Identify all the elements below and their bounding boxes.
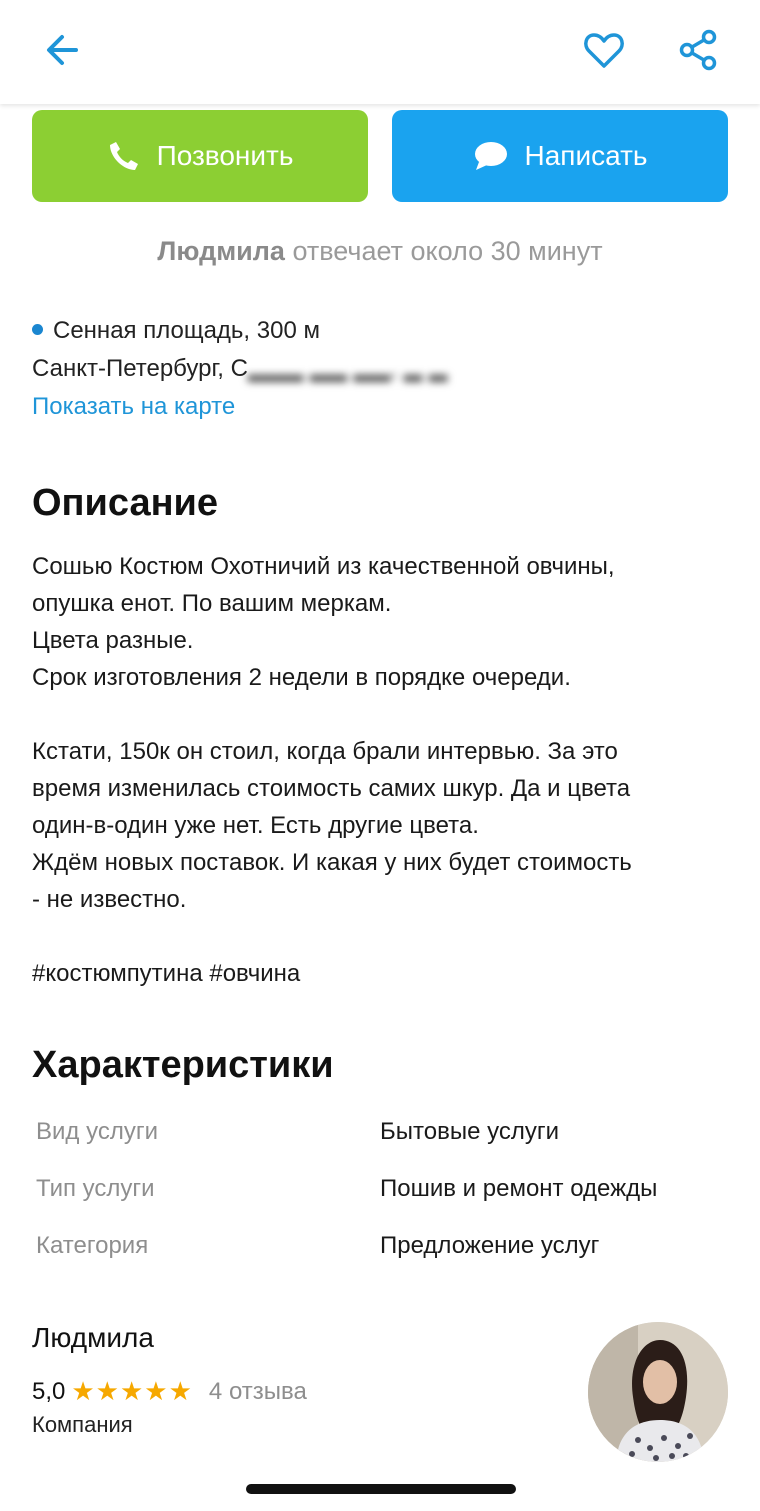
seller-response-name: Людмила bbox=[157, 236, 285, 266]
seller-name[interactable]: Людмила bbox=[32, 1322, 154, 1353]
phone-icon bbox=[107, 139, 141, 173]
description-body bbox=[32, 548, 732, 992]
characteristics-heading: Характеристики bbox=[32, 1044, 334, 1086]
call-button[interactable] bbox=[32, 110, 368, 202]
characteristics-table bbox=[36, 1118, 736, 1289]
description-paragraph-2: Кстати, 150к он стоил, когда брали интервью. За это время изменилась стоимость самих шкур. Да и цвета один-в-один уже нет. Есть другие цвета. Ждём новых поставок. И какая у них будет стоимость - не известно. bbox=[32, 738, 632, 913]
seller-response-time bbox=[0, 236, 760, 267]
location-block bbox=[32, 312, 447, 426]
description-heading: Описание bbox=[32, 482, 219, 524]
seller-rating[interactable] bbox=[32, 1376, 307, 1407]
characteristic-value: Пошив и ремонт одежды bbox=[380, 1175, 658, 1202]
heart-icon[interactable] bbox=[580, 26, 628, 74]
top-bar bbox=[0, 0, 760, 104]
characteristic-key: Тип услуги bbox=[36, 1175, 155, 1202]
home-indicator[interactable] bbox=[246, 1484, 516, 1494]
address-text: Санкт-Петербург, С bbox=[32, 355, 248, 382]
avatar[interactable] bbox=[588, 1322, 728, 1462]
reviews-count: 4 отзыва bbox=[208, 1377, 307, 1405]
show-on-map-link[interactable]: Показать на карте bbox=[32, 393, 236, 420]
characteristic-row bbox=[36, 1118, 736, 1175]
address-redacted: ▂▂▂ ▂▂ ▂▂, ▂ ▂ bbox=[247, 355, 448, 382]
characteristic-key: Вид услуги bbox=[36, 1118, 158, 1145]
description-paragraph-1: Сошью Костюм Охотничий из качественной овчины, опушка енот. По вашим меркам. Цвета разные. Срок изготовления 2 недели в порядке очереди. bbox=[32, 553, 615, 691]
hashtags[interactable]: #костюмпутина #овчина bbox=[32, 960, 301, 987]
call-button-label: Позвонить bbox=[156, 140, 294, 171]
arrow-left-icon[interactable] bbox=[38, 26, 86, 74]
characteristic-key: Категория bbox=[36, 1232, 149, 1259]
metro-label: Сенная площадь, 300 м bbox=[53, 317, 320, 344]
avatar-photo bbox=[588, 1322, 728, 1462]
address-line bbox=[32, 350, 447, 388]
chat-bubble-icon bbox=[473, 140, 509, 172]
characteristic-row bbox=[36, 1232, 736, 1289]
write-button-label: Написать bbox=[524, 140, 648, 171]
characteristic-value: Предложение услуг bbox=[380, 1232, 600, 1259]
seller-response-text: отвечает около 30 минут bbox=[292, 236, 603, 266]
rating-stars-icon: ★★★★★ bbox=[71, 1376, 193, 1406]
metro-dot-icon bbox=[32, 324, 43, 335]
metro-station bbox=[32, 312, 447, 350]
share-icon[interactable] bbox=[674, 26, 722, 74]
rating-value: 5,0 bbox=[32, 1377, 66, 1405]
write-button[interactable] bbox=[392, 110, 728, 202]
seller-type: Компания bbox=[32, 1412, 133, 1437]
characteristic-row bbox=[36, 1175, 736, 1232]
characteristic-value: Бытовые услуги bbox=[380, 1118, 559, 1145]
